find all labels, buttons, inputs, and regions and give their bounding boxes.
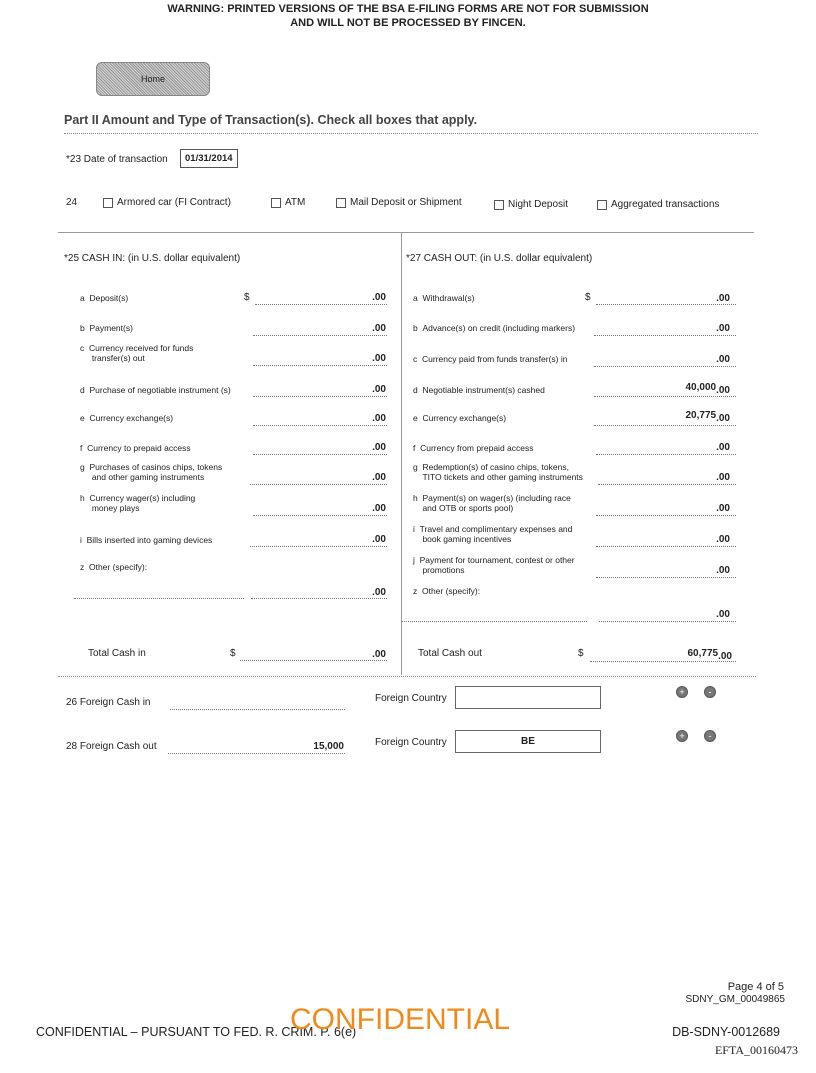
foreign-country-label: Foreign Country bbox=[375, 737, 447, 748]
cash-out-item-f: f Currency from prepaid access bbox=[413, 443, 534, 453]
cash-out-value-h[interactable]: .00 bbox=[716, 503, 730, 514]
sdny-gm-id: SDNY_GM_00049865 bbox=[685, 994, 785, 1005]
add-button[interactable]: + bbox=[676, 686, 688, 698]
foreign-country-field[interactable] bbox=[455, 686, 601, 709]
cash-out-item-i: i Travel and complimentary expenses and book gaming incentives bbox=[413, 524, 573, 544]
cash-in-value-i[interactable]: .00 bbox=[372, 534, 386, 545]
amount-line bbox=[250, 546, 387, 547]
aggregated-option[interactable]: Aggregated transactions bbox=[597, 199, 719, 210]
cash-out-title: *27 CASH OUT: (in U.S. dollar equivalent) bbox=[406, 253, 593, 264]
cash-out-item-b: b Advance(s) on credit (including markers) bbox=[413, 323, 576, 333]
cash-out-item-z: z Other (specify): bbox=[413, 586, 481, 596]
amount-line bbox=[253, 396, 387, 397]
checkbox[interactable] bbox=[103, 198, 113, 208]
cash-out-value-b[interactable]: .00 bbox=[716, 323, 730, 334]
amount-line bbox=[594, 425, 736, 426]
foreign-country-label: Foreign Country bbox=[375, 693, 447, 704]
mail-deposit-option[interactable]: Mail Deposit or Shipment bbox=[336, 197, 462, 208]
cash-in-value-b[interactable]: .00 bbox=[372, 323, 386, 334]
warning-line-1: WARNING: PRINTED VERSIONS OF THE BSA E-FILING FORMS ARE NOT FOR SUBMISSION bbox=[167, 3, 649, 15]
cash-in-item-e: e Currency exchange(s) bbox=[80, 413, 174, 423]
cash-out-item-h: h Payment(s) on wager(s) (including race and OTB or sports pool) bbox=[413, 493, 571, 513]
amount-line bbox=[251, 598, 387, 599]
cash-out-item-d: d Negotiable instrument(s) cashed bbox=[413, 385, 545, 395]
date-field[interactable]: 01/31/2014 bbox=[180, 149, 238, 168]
checkbox[interactable] bbox=[597, 200, 607, 210]
cash-in-item-a: a Deposit(s) bbox=[80, 293, 129, 303]
checkbox[interactable] bbox=[336, 198, 346, 208]
remove-button[interactable]: - bbox=[704, 686, 716, 698]
checkbox[interactable] bbox=[494, 200, 504, 210]
armored-car-option[interactable]: Armored car (FI Contract) bbox=[103, 197, 231, 208]
cash-in-value-h[interactable]: .00 bbox=[372, 503, 386, 514]
divider bbox=[64, 133, 758, 134]
cash-out-value-f[interactable]: .00 bbox=[716, 442, 730, 453]
cash-in-item-z: z Other (specify): bbox=[80, 562, 148, 572]
dollar-sign: $ bbox=[585, 292, 591, 303]
efta-id: EFTA_00160473 bbox=[714, 1043, 798, 1057]
cash-in-item-h: h Currency wager(s) including money plays bbox=[80, 493, 196, 513]
cash-out-value-d[interactable]: 40,000.00 bbox=[685, 382, 730, 396]
cash-out-item-j: j Payment for tournament, contest or other promotions bbox=[413, 555, 575, 575]
cash-in-item-c: c Currency received for funds transfer(s) out bbox=[80, 343, 194, 363]
cash-in-item-d: d Purchase of negotiable instrument (s) bbox=[80, 385, 231, 395]
warning-line-2: AND WILL NOT BE PROCESSED BY FINCEN. bbox=[290, 17, 526, 29]
cash-in-item-g: g Purchases of casinos chips, tokens and other gaming instruments bbox=[80, 462, 223, 482]
amount-line bbox=[253, 425, 387, 426]
cash-in-value-d[interactable]: .00 bbox=[372, 384, 386, 395]
amount-line bbox=[253, 515, 387, 516]
total-cash-in-label: Total Cash in bbox=[88, 648, 146, 659]
amount-line bbox=[594, 366, 736, 367]
amount-line bbox=[590, 661, 736, 662]
cash-out-item-g: g Redemption(s) of casino chips, tokens, TITO tickets and other gaming instruments bbox=[413, 462, 583, 482]
amount-line bbox=[599, 621, 736, 622]
confidential-notice: CONFIDENTIAL – PURSUANT TO FED. R. CRIM. P. 6(e) bbox=[36, 1025, 357, 1039]
foreign-cash-out-label: 28 Foreign Cash out bbox=[66, 741, 157, 752]
column-divider bbox=[401, 233, 402, 675]
amount-line bbox=[594, 335, 736, 336]
amount-line bbox=[596, 515, 736, 516]
cash-out-value-e[interactable]: 20,775.00 bbox=[685, 410, 730, 424]
cash-in-value-g[interactable]: .00 bbox=[372, 472, 386, 483]
foreign-cash-out-line bbox=[168, 753, 345, 754]
cash-in-value-z[interactable]: .00 bbox=[372, 587, 386, 598]
divider bbox=[58, 676, 756, 677]
cash-in-value-a[interactable]: .00 bbox=[372, 292, 386, 303]
atm-option[interactable]: ATM bbox=[271, 197, 305, 208]
cash-in-value-c[interactable]: .00 bbox=[372, 353, 386, 364]
other-specify-line[interactable] bbox=[74, 598, 244, 599]
cash-out-value-z[interactable]: .00 bbox=[716, 609, 730, 620]
dollar-sign: $ bbox=[578, 648, 584, 659]
cash-out-value-a[interactable]: .00 bbox=[716, 293, 730, 304]
amount-line bbox=[253, 454, 387, 455]
cash-out-item-a: a Withdrawal(s) bbox=[413, 293, 475, 303]
part-title: Part II Amount and Type of Transaction(s). Check all boxes that apply. bbox=[64, 113, 478, 127]
cash-in-item-f: f Currency to prepaid access bbox=[80, 443, 191, 453]
amount-line bbox=[255, 304, 387, 305]
cash-out-value-j[interactable]: .00 bbox=[716, 565, 730, 576]
amount-line bbox=[240, 660, 387, 661]
foreign-cash-in-label: 26 Foreign Cash in bbox=[66, 697, 151, 708]
cash-in-value-f[interactable]: .00 bbox=[372, 442, 386, 453]
checkbox[interactable] bbox=[271, 198, 281, 208]
cash-out-value-c[interactable]: .00 bbox=[716, 354, 730, 365]
dollar-sign: $ bbox=[230, 648, 236, 659]
page-number: Page 4 of 5 bbox=[727, 981, 784, 993]
amount-line bbox=[250, 484, 387, 485]
amount-line bbox=[598, 484, 736, 485]
home-button[interactable]: Home bbox=[96, 62, 210, 96]
cash-in-item-b: b Payment(s) bbox=[80, 323, 133, 333]
other-specify-line[interactable] bbox=[402, 621, 587, 622]
divider bbox=[58, 232, 754, 233]
cash-in-value-e[interactable]: .00 bbox=[372, 413, 386, 424]
cash-out-value-i[interactable]: .00 bbox=[716, 534, 730, 545]
amount-line bbox=[596, 546, 736, 547]
amount-line bbox=[594, 396, 736, 397]
date-label: *23 Date of transaction bbox=[66, 154, 168, 165]
cash-out-item-e: e Currency exchange(s) bbox=[413, 413, 507, 423]
cash-in-item-i: i Bills inserted into gaming devices bbox=[80, 535, 213, 545]
dollar-sign: $ bbox=[244, 292, 250, 303]
foreign-cash-out-value[interactable]: 15,000 bbox=[313, 741, 344, 752]
db-sdny-id: DB-SDNY-0012689 bbox=[672, 1025, 780, 1039]
amount-line bbox=[596, 577, 736, 578]
add-button[interactable]: + bbox=[676, 730, 688, 742]
item24-number: 24 bbox=[66, 197, 78, 208]
night-deposit-option[interactable]: Night Deposit bbox=[494, 199, 568, 210]
remove-button[interactable]: - bbox=[704, 730, 716, 742]
amount-line bbox=[596, 304, 736, 305]
total-cash-in-value[interactable]: .00 bbox=[372, 649, 386, 660]
amount-line bbox=[253, 335, 387, 336]
cash-in-title: *25 CASH IN: (in U.S. dollar equivalent) bbox=[64, 253, 241, 264]
foreign-country-field[interactable]: BE bbox=[455, 730, 601, 753]
amount-line bbox=[253, 365, 387, 366]
cash-out-item-c: c Currency paid from funds transfer(s) in bbox=[413, 354, 568, 364]
cash-out-value-g[interactable]: .00 bbox=[716, 472, 730, 483]
foreign-cash-in-line bbox=[170, 709, 345, 710]
total-cash-out-label: Total Cash out bbox=[418, 648, 482, 659]
amount-line bbox=[596, 454, 736, 455]
confidential-stamp: CONFIDENTIAL bbox=[290, 1003, 511, 1036]
total-cash-out-value[interactable]: 60,775.00 bbox=[687, 648, 732, 662]
